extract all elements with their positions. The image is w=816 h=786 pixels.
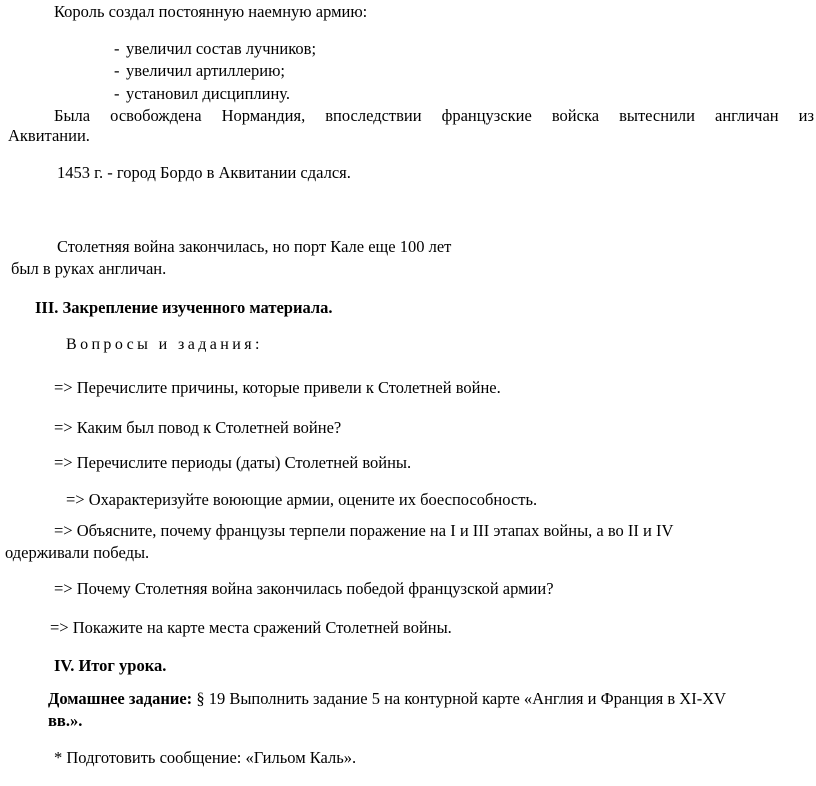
homework-line-continuation: вв.». (48, 711, 83, 730)
bordeaux-text: 1453 г. - город Бордо в Аквитании сдался. (57, 163, 351, 182)
question-item: => Охарактеризуйте воюющие армии, оцените их боеспособность. (66, 490, 538, 509)
list-item-text: увеличил артиллерию; (126, 61, 285, 80)
list-item (114, 61, 285, 81)
list-dash: - (114, 39, 120, 58)
homework-text: § 19 Выполнить задание 5 на контурной карте «Англия и Франция в XI-XV (192, 689, 727, 708)
questions-heading: Вопросы и задания: (66, 336, 263, 353)
list-dash: - (114, 61, 120, 80)
list-item-text: установил дисциплину. (126, 84, 291, 103)
question-item: => Объясните, почему французы терпели поражение на I и III этапах войны, а во II и IV (54, 521, 674, 540)
paragraph-line: Аквитании. (8, 126, 90, 145)
report-task: * Подготовить сообщение: «Гильом Каль». (54, 748, 357, 767)
question-item: => Перечислите периоды (даты) Столетней войны. (54, 453, 412, 472)
list-dash: - (114, 84, 120, 103)
question-item-continuation: одерживали победы. (5, 543, 150, 562)
question-item: => Каким был повод к Столетней войне? (54, 418, 342, 437)
intro-text: Король создал постоянную наемную армию: (54, 2, 368, 21)
question-item: => Покажите на карте места сражений Столетней войны. (50, 618, 452, 637)
question-item: => Перечислите причины, которые привели к Столетней войне. (54, 378, 501, 397)
section-heading: III. Закрепление изученного материала. (35, 298, 333, 317)
question-item: => Почему Столетняя война закончилась победой французской армии? (54, 579, 554, 598)
list-item (114, 84, 290, 104)
section-heading: IV. Итог урока. (54, 656, 167, 675)
list-item (114, 39, 316, 59)
war-end-line: был в руках англичан. (11, 259, 167, 278)
paragraph-normandy (8, 106, 814, 146)
paragraph-line: Была освобождена Нормандия, впоследствии французские войска вытеснили англичан из (54, 106, 814, 125)
list-item-text: увеличил состав лучников; (126, 39, 317, 58)
homework-line (48, 689, 726, 709)
war-end-line: Столетняя война закончилась, но порт Кале еще 100 лет (57, 237, 452, 256)
homework-label: Домашнее задание: (48, 689, 193, 708)
